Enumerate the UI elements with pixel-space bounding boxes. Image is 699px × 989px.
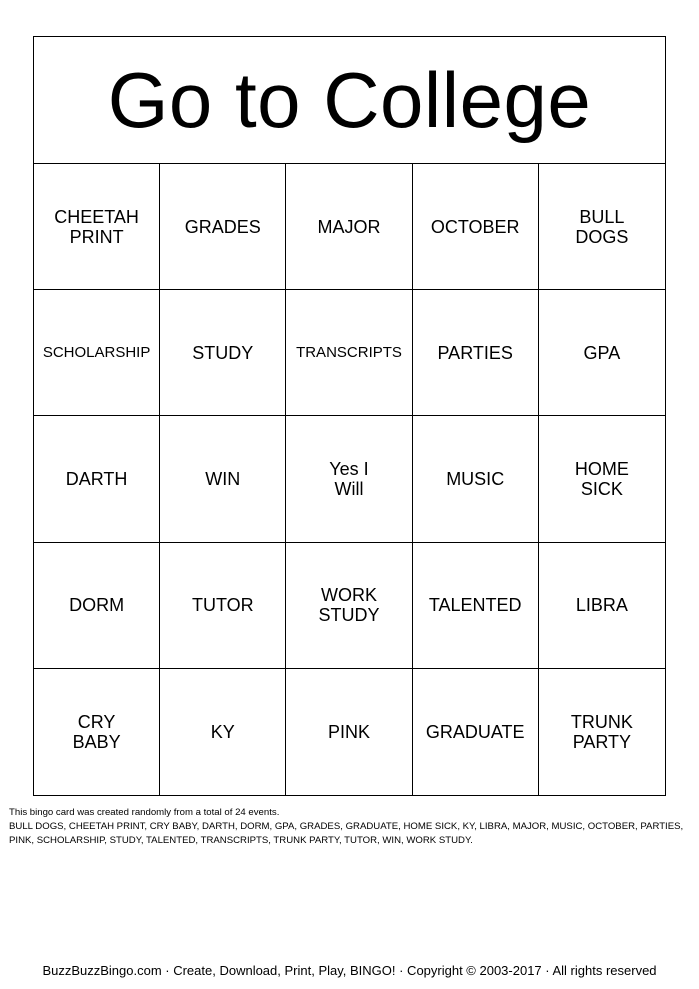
bingo-cell <box>160 164 286 290</box>
cell-text: DORM <box>69 595 125 616</box>
bingo-cell <box>286 543 412 669</box>
bingo-grid <box>34 164 665 795</box>
bingo-cell <box>413 669 539 795</box>
cell-text: MAJOR <box>317 216 381 237</box>
title-row <box>34 37 665 164</box>
bingo-cell <box>413 416 539 542</box>
cell-text: MUSIC <box>446 468 505 489</box>
bingo-card <box>33 36 666 796</box>
bingo-cell <box>34 164 160 290</box>
copyright-footer: BuzzBuzzBingo.com · Create, Download, Print, Play, BINGO! · Copyright © 2003-2017 · All rights reserved <box>42 963 657 978</box>
bingo-cell <box>539 290 665 416</box>
cell-text: TUTOR <box>191 595 254 616</box>
cell-text: HOME SICK <box>574 458 629 499</box>
cell-text: SCHOLARSHIP <box>42 343 151 361</box>
bingo-cell <box>160 669 286 795</box>
cell-text: BULL DOGS <box>575 206 629 247</box>
bingo-cell <box>539 164 665 290</box>
bingo-cell <box>286 416 412 542</box>
cell-text: OCTOBER <box>430 216 520 237</box>
cell-text: CHEETAH PRINT <box>54 206 139 247</box>
bingo-cell <box>413 164 539 290</box>
cell-text: KY <box>210 721 235 742</box>
cell-text: GRADES <box>184 216 261 237</box>
bingo-cell <box>160 290 286 416</box>
bingo-cell <box>539 416 665 542</box>
cell-text: PINK <box>327 721 370 742</box>
cell-text: CRY BABY <box>72 711 121 752</box>
cell-text: TRANSCRIPTS <box>296 343 402 361</box>
bingo-cell <box>413 290 539 416</box>
cell-text: STUDY <box>192 342 254 363</box>
bingo-cell <box>160 543 286 669</box>
event-footnote <box>9 806 693 848</box>
bingo-cell <box>34 290 160 416</box>
bingo-cell <box>539 543 665 669</box>
cell-text: TRUNK PARTY <box>570 711 633 752</box>
cell-text: DARTH <box>65 468 128 489</box>
cell-text: GRADUATE <box>425 721 525 742</box>
card-title: Go to College <box>107 56 592 144</box>
bingo-cell <box>34 543 160 669</box>
footnote-intro: This bingo card was created randomly from a total of 24 events. <box>9 807 280 818</box>
bingo-cell <box>413 543 539 669</box>
cell-text: PARTIES <box>437 342 513 363</box>
bingo-cell <box>160 416 286 542</box>
bingo-cell <box>286 669 412 795</box>
bingo-cell <box>286 164 412 290</box>
bingo-cell <box>34 416 160 542</box>
bingo-cell <box>286 290 412 416</box>
cell-text: LIBRA <box>575 595 628 616</box>
bingo-cell <box>34 669 160 795</box>
cell-text: WIN <box>205 468 241 489</box>
cell-text: WORK STUDY <box>318 585 380 626</box>
footnote-event-list: BULL DOGS, CHEETAH PRINT, CRY BABY, DARTH, DORM, GPA, GRADES, GRADUATE, HOME SICK, KY, LIBRA, MAJOR, MUSIC, OCTOBER, PARTIES, PINK, SCHOLARSHIP, STUDY, TALENTED, TRANSCRIPTS, TRUNK PARTY, TUTOR, WIN, WORK STUDY. <box>9 821 684 846</box>
bingo-cell <box>539 669 665 795</box>
cell-text: Yes I Will <box>329 458 369 499</box>
cell-text: GPA <box>583 342 621 363</box>
cell-text: TALENTED <box>428 595 522 616</box>
